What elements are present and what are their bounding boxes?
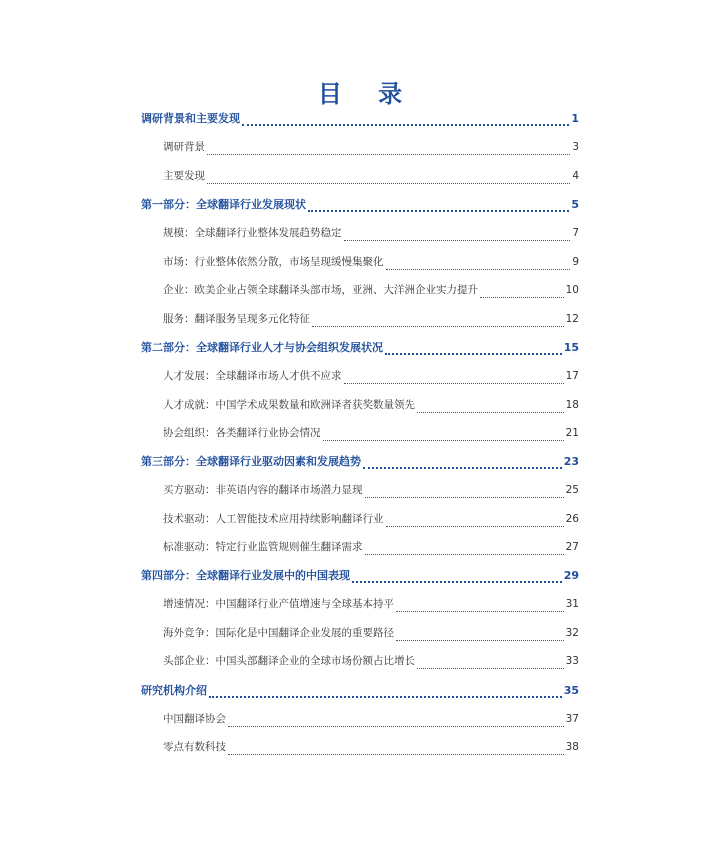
toc-entry-label: 中国翻译协会 xyxy=(163,713,226,725)
dot-leader xyxy=(385,353,562,355)
toc-entry-label: 增速情况：中国翻译行业产值增速与全球基本持平 xyxy=(163,598,394,610)
toc-entry-label: 技术驱动：人工智能技术应用持续影响翻译行业 xyxy=(163,513,384,525)
toc-entry-label: 海外竞争：国际化是中国翻译企业发展的重要路径 xyxy=(163,627,394,639)
toc-entry-label: 人才成就：中国学术成果数量和欧洲译者获奖数量领先 xyxy=(163,399,415,411)
toc-page-number: 7 xyxy=(572,227,579,239)
toc-entry-label: 调研背景 xyxy=(163,141,205,153)
toc-page-number: 31 xyxy=(565,598,579,610)
toc-page-number: 29 xyxy=(563,569,579,582)
toc-item-growth-rate[interactable] xyxy=(163,596,579,616)
toc-item-horizon-technology[interactable] xyxy=(163,739,579,759)
toc-item-standards-driven[interactable] xyxy=(163,539,579,559)
toc-page-number: 18 xyxy=(565,399,579,411)
toc-page-number: 23 xyxy=(563,455,579,468)
dot-leader xyxy=(480,297,564,298)
page-title: 目 录 xyxy=(317,80,417,109)
toc-item-buyer-driven[interactable] xyxy=(163,482,579,502)
toc-page-number: 26 xyxy=(565,513,579,525)
toc-entry-label: 人才发展：全球翻译市场人才供不应求 xyxy=(163,370,342,382)
toc-page-number: 35 xyxy=(563,684,579,697)
toc-entry-label: 规模：全球翻译行业整体发展趋势稳定 xyxy=(163,227,342,239)
toc-page-number: 4 xyxy=(572,170,579,182)
toc-page-number: 10 xyxy=(565,284,579,296)
toc-entry-label: 第三部分：全球翻译行业驱动因素和发展趋势 xyxy=(141,455,361,468)
dot-leader xyxy=(396,640,564,641)
dot-leader xyxy=(417,668,564,669)
toc-entry-label: 市场：行业整体依然分散，市场呈现缓慢集聚化 xyxy=(163,256,384,268)
toc-entry-label: 第一部分：全球翻译行业发展现状 xyxy=(141,198,306,211)
toc-item-main-findings[interactable] xyxy=(163,168,579,188)
toc-item-technology-driven[interactable] xyxy=(163,511,579,531)
toc-item-services[interactable] xyxy=(163,311,579,331)
toc-item-market[interactable] xyxy=(163,254,579,274)
toc-item-background[interactable] xyxy=(163,139,579,159)
toc-entry-label: 第二部分：全球翻译行业人才与协会组织发展状况 xyxy=(141,341,383,354)
dot-leader xyxy=(209,696,562,698)
dot-leader xyxy=(344,383,564,384)
toc-entry-label: 调研背景和主要发现 xyxy=(141,112,240,125)
toc-page-number: 1 xyxy=(571,112,579,125)
toc-page-number: 32 xyxy=(565,627,579,639)
dot-leader xyxy=(365,497,564,498)
toc-entry-label: 零点有数科技 xyxy=(163,741,226,753)
dot-leader xyxy=(228,726,564,727)
toc-page-number: 37 xyxy=(565,713,579,725)
toc-item-scale[interactable] xyxy=(163,225,579,245)
toc-item-enterprises[interactable] xyxy=(163,282,579,302)
toc-item-associations[interactable] xyxy=(163,425,579,445)
dot-leader xyxy=(386,526,564,527)
dot-leader xyxy=(207,154,570,155)
dot-leader xyxy=(323,440,564,441)
toc-section-research-background[interactable] xyxy=(141,110,579,130)
toc-item-overseas-competition[interactable] xyxy=(163,625,579,645)
toc-section-part-two[interactable] xyxy=(141,339,579,359)
dot-leader xyxy=(363,467,562,469)
toc-entry-label: 服务：翻译服务呈现多元化特征 xyxy=(163,313,310,325)
toc-entry-label: 企业：欧美企业占领全球翻译头部市场，亚洲、大洋洲企业实力提升 xyxy=(163,284,478,296)
toc-section-part-one[interactable] xyxy=(141,196,579,216)
toc-entry-label: 买方驱动：非英语内容的翻译市场潜力显现 xyxy=(163,484,363,496)
dot-leader xyxy=(228,754,564,755)
toc-entry-label: 研究机构介绍 xyxy=(141,684,207,697)
toc-item-leading-enterprises[interactable] xyxy=(163,653,579,673)
dot-leader xyxy=(308,210,569,212)
toc-item-talent-achievements[interactable] xyxy=(163,397,579,417)
dot-leader xyxy=(312,326,564,327)
toc-item-talent-development[interactable] xyxy=(163,368,579,388)
toc-section-part-four[interactable] xyxy=(141,567,579,587)
toc-page-number: 17 xyxy=(565,370,579,382)
toc-page-number: 21 xyxy=(565,427,579,439)
toc-page-number: 12 xyxy=(565,313,579,325)
dot-leader xyxy=(396,611,564,612)
toc-entry-label: 标准驱动：特定行业监管规则催生翻译需求 xyxy=(163,541,363,553)
dot-leader xyxy=(352,581,562,583)
toc-item-translators-association[interactable] xyxy=(163,711,579,731)
dot-leader xyxy=(242,124,569,126)
toc-entry-label: 头部企业：中国头部翻译企业的全球市场份额占比增长 xyxy=(163,655,415,667)
dot-leader xyxy=(344,240,571,241)
toc-page-number: 25 xyxy=(565,484,579,496)
dot-leader xyxy=(386,269,571,270)
toc-page-number: 5 xyxy=(571,198,579,211)
toc-section-research-institutions[interactable] xyxy=(141,682,579,702)
dot-leader xyxy=(417,412,564,413)
toc-page-number: 38 xyxy=(565,741,579,753)
dot-leader xyxy=(365,554,564,555)
toc-page-number: 9 xyxy=(572,256,579,268)
toc-page-number: 15 xyxy=(563,341,579,354)
dot-leader xyxy=(207,183,570,184)
toc-entry-label: 第四部分：全球翻译行业发展中的中国表现 xyxy=(141,569,350,582)
toc-page-number: 27 xyxy=(565,541,579,553)
toc-section-part-three[interactable] xyxy=(141,453,579,473)
toc-entry-label: 主要发现 xyxy=(163,170,205,182)
toc-page-number: 33 xyxy=(565,655,579,667)
toc-entry-label: 协会组织：各类翻译行业协会情况 xyxy=(163,427,321,439)
toc-page-number: 3 xyxy=(572,141,579,153)
